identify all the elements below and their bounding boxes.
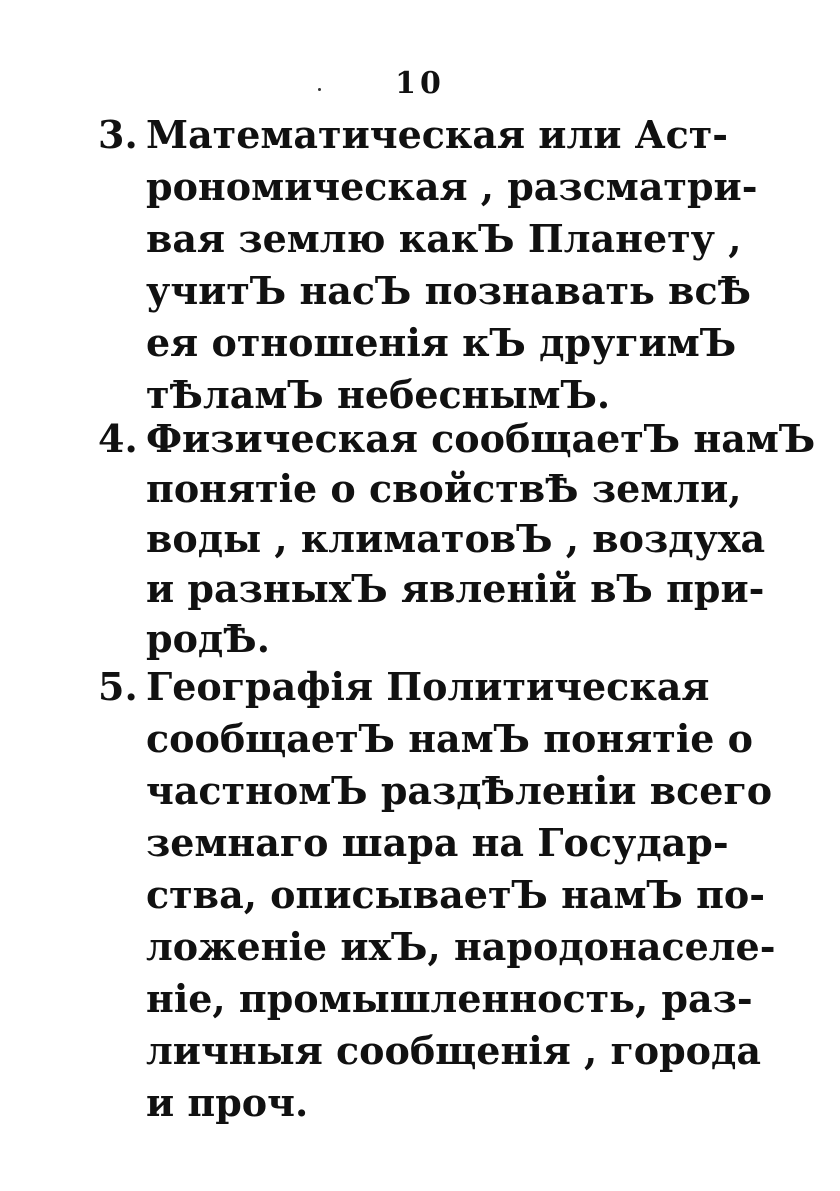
section-number: 5.	[98, 664, 138, 709]
text-line: и разныхЪ явленій вЪ при-	[146, 566, 765, 611]
text-line: тѢламЪ небеснымЪ.	[146, 372, 611, 417]
text-line: рономическая , разсматри-	[146, 164, 758, 209]
text-line: личныя сообщенія , города	[146, 1028, 761, 1073]
section-number: 3.	[98, 112, 138, 157]
text-line: Географія Политическая	[146, 664, 710, 709]
text-line: сообщаетЪ намЪ понятіе о	[146, 716, 754, 761]
text-line: Физическая сообщаетЪ намЪ	[146, 416, 816, 461]
section-number: 4.	[98, 416, 138, 461]
text-line: ніе, промышленность, раз-	[146, 976, 753, 1021]
text-line: ложеніе ихЪ, народонаселе-	[146, 924, 776, 969]
text-line: и проч.	[146, 1080, 309, 1125]
text-line: земнаго шара на Государ-	[146, 820, 729, 865]
text-line: родѢ.	[146, 616, 270, 661]
text-line: ства, описываетЪ намЪ по-	[146, 872, 766, 917]
text-line: понятіе о свойствѢ земли,	[146, 466, 742, 511]
page-number: 10	[395, 66, 445, 101]
text-line: вая землю какЪ Планету ,	[146, 216, 742, 261]
text-line: воды , климатовЪ , воздуха	[146, 516, 766, 561]
text-line: частномЪ раздѢленіи всего	[146, 768, 773, 813]
text-line: Математическая или Аст-	[146, 112, 729, 157]
text-line: учитЪ насЪ познавать всѢ	[146, 268, 752, 313]
text-line: ея отношенія кЪ другимЪ	[146, 320, 737, 365]
